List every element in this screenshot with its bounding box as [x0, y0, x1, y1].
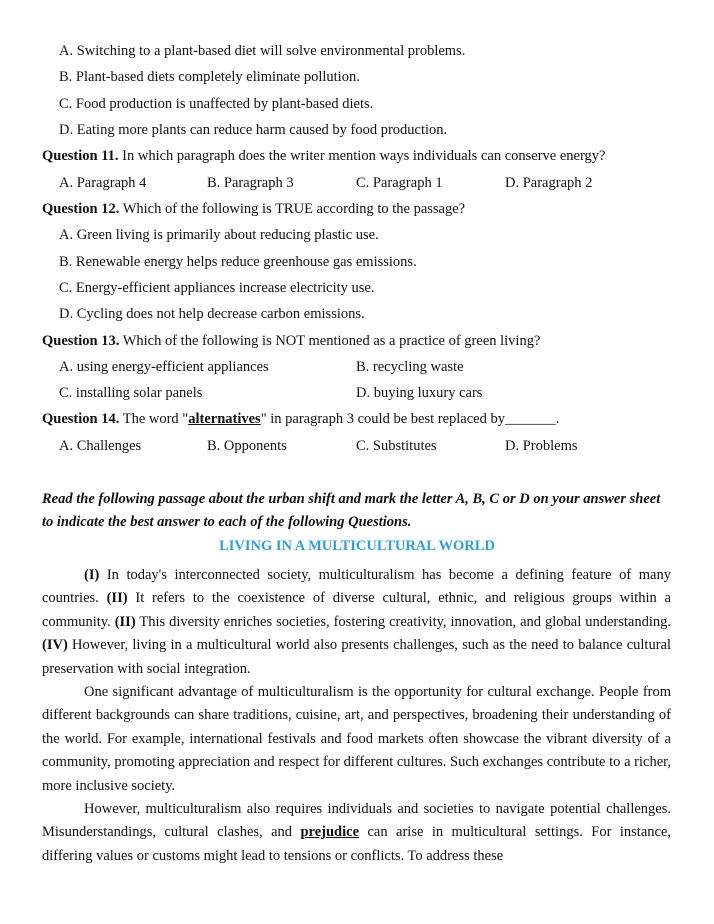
sentence-marker: (IV): [42, 637, 68, 654]
question-text: Which of the following is NOT mentioned as a practice of green living?: [119, 333, 541, 349]
paragraph-2: One significant advantage of multiculturalism is the opportunity for cultural exchange. People from different backgrounds can share traditions, cuisine, art, and perspectives, broadening their understanding of the world. For example, international festivals and food markets often showcase the vibrant diversity of a community, promoting appreciation and respect for different cultures. Such exchanges contribute to a richer, more inclusive society.: [42, 684, 671, 794]
q13-option-a: A. using energy-efficient appliances: [59, 359, 269, 375]
question-12: [0, 199, 714, 219]
q11-options-row: [0, 173, 714, 193]
question-label: Question 14.: [42, 411, 120, 427]
question-label: Question 11.: [42, 148, 119, 164]
q10-option-d: D. Eating more plants can reduce harm caused by food production.: [59, 122, 448, 138]
sentence-marker: (II): [114, 613, 136, 630]
sentence: It refers to the coexistence of diverse cultural, ethnic, and religious groups within a community.: [42, 590, 671, 630]
q11-option-d: D. Paragraph 2: [505, 175, 593, 191]
sentence-marker: (II): [106, 590, 128, 607]
q10-option-c: C. Food production is unaffected by plant-based diets.: [59, 96, 374, 112]
q14-options-row: [0, 436, 714, 456]
q12-option-b: B. Renewable energy helps reduce greenhouse gas emissions.: [59, 254, 417, 270]
q12-option-d: D. Cycling does not help decrease carbon emissions.: [59, 306, 365, 322]
q12-option-a: A. Green living is primarily about reducing plastic use.: [59, 227, 379, 243]
q10-option-a: A. Switching to a plant-based diet will solve environmental problems.: [59, 43, 466, 59]
highlighted-word: prejudice: [300, 824, 360, 841]
q13-options-row-2: [0, 383, 714, 403]
q13-option-c: C. installing solar panels: [59, 385, 203, 401]
q14-option-d: D. Problems: [505, 438, 578, 454]
question-14: [0, 409, 714, 429]
passage-title: LIVING IN A MULTICULTURAL WORLD: [219, 538, 495, 554]
question-text: In which paragraph does the writer mention ways individuals can conserve energy?: [118, 148, 606, 164]
sentence: This diversity enriches societies, fostering creativity, innovation, and global understanding.: [135, 613, 671, 630]
q13-options-row-1: [0, 357, 714, 377]
question-13: [0, 331, 714, 351]
paragraph-text: However, multiculturalism also requires individuals and societies to navigate potential challenges. Misunderstandings, cultural clashes, and: [42, 801, 671, 841]
question-text-before: The word ": [119, 411, 189, 427]
q11-option-a: A. Paragraph 4: [59, 175, 147, 191]
q13-option-d: D. buying luxury cars: [356, 385, 483, 401]
sentence: However, living in a multicultural world also presents challenges, such as the need to balance cultural preservation with social integration.: [42, 637, 671, 677]
paragraph-1: [42, 564, 671, 681]
q14-option-b: B. Opponents: [207, 438, 287, 454]
q12-option-c: C. Energy-efficient appliances increase electricity use.: [59, 280, 375, 296]
section-instruction: Read the following passage about the urban shift and mark the letter A, B, C or D on your answer sheet to indicate the best answer to each of the following Questions.: [42, 491, 661, 530]
q11-option-c: C. Paragraph 1: [356, 175, 443, 191]
question-text-after: " in paragraph 3 could be best replaced by_______.: [260, 411, 560, 427]
question-11: [0, 146, 714, 166]
q14-option-a: A. Challenges: [59, 438, 142, 454]
question-label: Question 13.: [42, 333, 120, 349]
q14-option-c: C. Substitutes: [356, 438, 437, 454]
paragraph-3: [42, 798, 671, 868]
passage-body: [42, 564, 671, 868]
question-text: Which of the following is TRUE according to the passage?: [119, 201, 466, 217]
q10-option-b: B. Plant-based diets completely eliminate pollution.: [59, 69, 360, 85]
sentence: In today's interconnected society, multiculturalism has become a defining feature of many countries.: [42, 567, 671, 607]
q13-option-b: B. recycling waste: [356, 359, 464, 375]
paragraph-text: can arise in multicultural settings. For instance, differing values or customs might lead to tensions or conflicts. To address these: [42, 824, 671, 864]
highlighted-word: alternatives: [188, 411, 261, 427]
q11-option-b: B. Paragraph 3: [207, 175, 294, 191]
sentence-marker: (I): [84, 567, 100, 583]
question-label: Question 12.: [42, 201, 120, 217]
